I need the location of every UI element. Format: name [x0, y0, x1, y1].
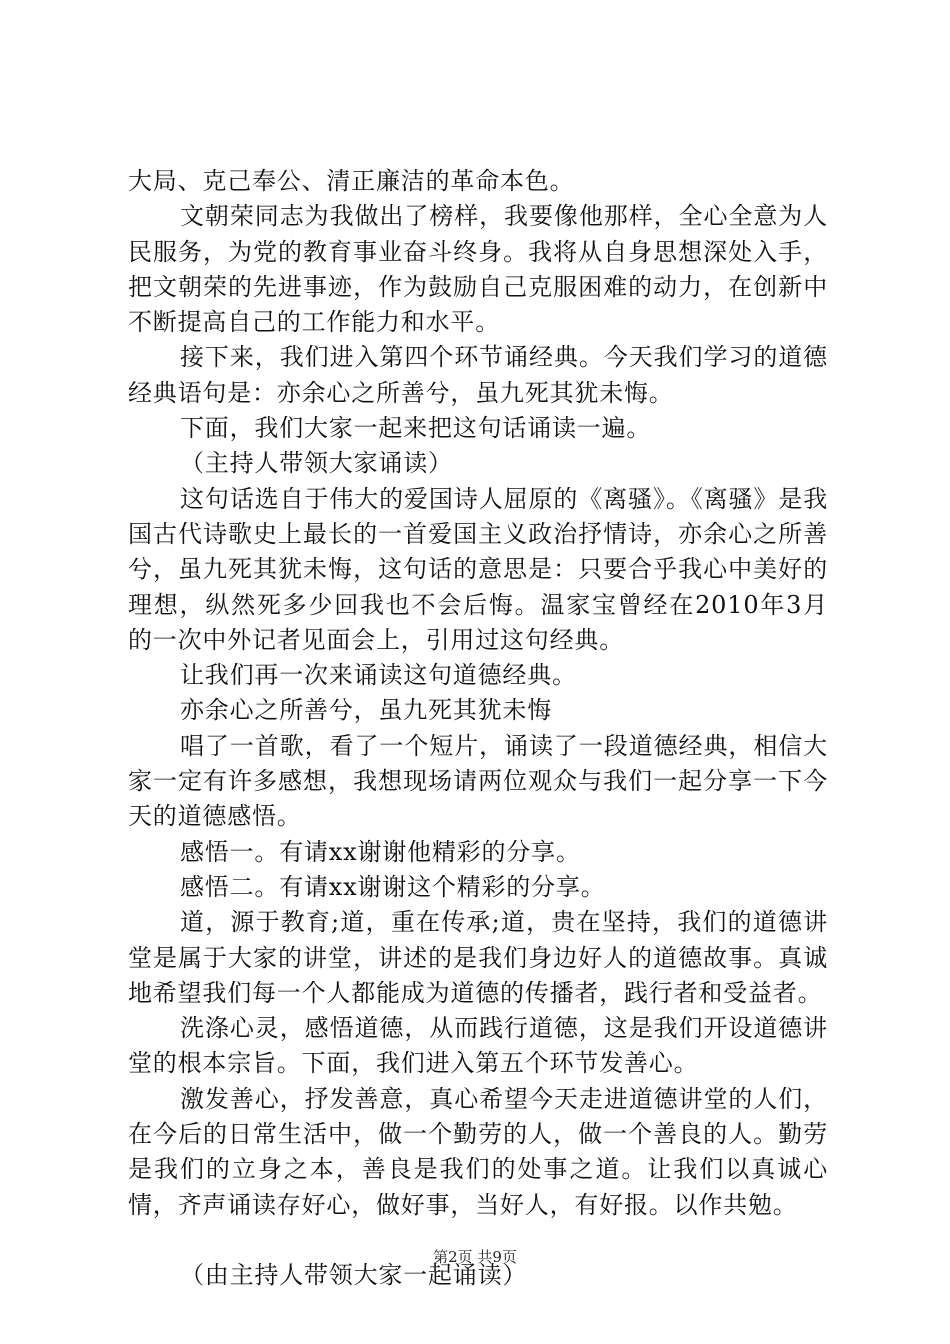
stage-direction: （主持人带领大家诵读）	[180, 449, 453, 478]
classic-quote: 亦余心之所善兮，虽九死其犹未悔	[180, 696, 552, 725]
document-body	[128, 164, 828, 1293]
paragraph: 道，源于教育;道，重在传承;道，贵在坚持，我们的道德讲堂是属于大家的讲堂，讲述的是我们身边好人的道德故事。真诚地希望我们每一个人都能成为道德的传播者，践行者和受益者。	[128, 908, 828, 1007]
paragraph: 文朝荣同志为我做出了榜样，我要像他那样，全心全意为人民服务，为党的教育事业奋斗终身。我将从自身思想深处入手，把文朝荣的先进事迹，作为鼓励自己克服困难的动力，在创新中不断提高自己的工作能力和水平。	[128, 202, 828, 337]
paragraph: 洗涤心灵，感悟道德，从而践行道德，这是我们开设道德讲堂的根本宗旨。下面，我们进入第五个环节发善心。	[128, 1014, 828, 1078]
paragraph: 感悟二。有请xx谢谢这个精彩的分享。	[180, 872, 606, 901]
paragraph: 激发善心，抒发善意，真心希望今天走进道德讲堂的人们，在今后的日常生活中，做一个勤劳的人，做一个善良的人。勤劳是我们的立身之本，善良是我们的处事之道。让我们以真诚心情，齐声诵读存好心，做好事，当好人，有好报。以作共勉。	[128, 1084, 828, 1219]
paragraph: 唱了一首歌，看了一个短片，诵读了一段道德经典，相信大家一定有许多感想，我想现场请两位观众与我们一起分享一下今天的道德感悟。	[128, 731, 828, 831]
paragraph: 让我们再一次来诵读这句道德经典。	[180, 661, 577, 690]
paragraph: 感悟一。有请xx谢谢他精彩的分享。	[180, 837, 581, 866]
paragraph-continuation: 大局、克己奉公、清正廉洁的革命本色。	[128, 167, 575, 195]
page-number-footer: 第2页 共9页	[433, 1248, 517, 1266]
paragraph: 接下来，我们进入第四个环节诵经典。今天我们学习的道德经典语句是：亦余心之所善兮，虽九死其犹未悔。	[128, 343, 828, 407]
paragraph: 这句话选自于伟大的爱国诗人屈原的《离骚》。《离骚》是我国古代诗歌史上最长的一首爱国主义政治抒情诗，亦余心之所善兮，虽九死其犹未悔，这句话的意思是：只要合乎我心中美好的理想，纵然死多少回我也不会后悔。温家宝曾经在2010年3月的一次中外记者见面会上，引用过这句经典。	[128, 484, 828, 654]
stage-direction: （由主持人带领大家一起诵读）	[180, 1260, 528, 1289]
paragraph: 下面，我们大家一起来把这句话诵读一遍。	[180, 414, 652, 443]
